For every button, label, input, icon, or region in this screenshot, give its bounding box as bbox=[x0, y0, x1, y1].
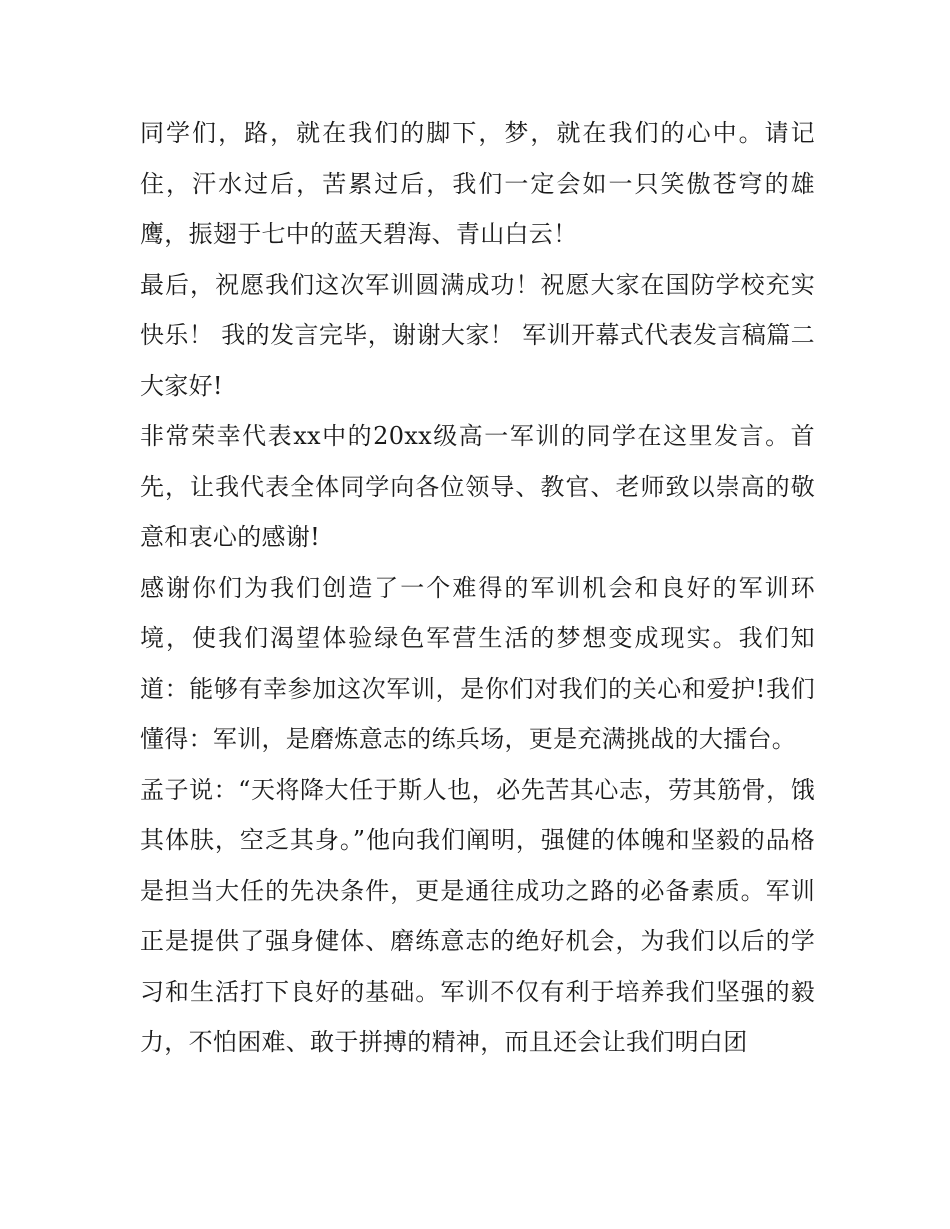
document-body bbox=[140, 108, 815, 1068]
paragraph-2: 最后，祝愿我们这次军训圆满成功！祝愿大家在国防学校充实快乐！ 我的发言完毕，谢谢大家！ 军训开幕式代表发言稿篇二 大家好! bbox=[140, 270, 815, 400]
paragraph-3: 非常荣幸代表xx中的20xx级高一军训的同学在这里发言。首先，让我代表全体同学向各位领导、教官、老师致以崇高的敬意和衷心的感谢! bbox=[140, 422, 815, 551]
paragraph-5: 孟子说：“天将降大任于斯人也，必先苦其心志，劳其筋骨，饿其体肤，空乏其身。”他向我们阐明，强健的体魄和坚毅的品格是担当大任的先决条件，更是通往成功之路的必备素质。军训正是提供了强身健体、磨练意志的绝好机会，为我们以后的学习和生活打下良好的基础。军训不仅有利于培养我们坚强的毅力，不怕困难、敢于拼搏的精神，而且还会让我们明白团 bbox=[140, 775, 815, 1056]
paragraph-1: 同学们，路，就在我们的脚下，梦，就在我们的心中。请记住，汗水过后，苦累过后，我们一定会如一只笑傲苍穹的雄鹰，振翅于七中的蓝天碧海、青山白云！ bbox=[140, 119, 815, 248]
paragraph-4: 感谢你们为我们创造了一个难得的军训机会和良好的军训环境，使我们渴望体验绿色军营生活的梦想变成现实。我们知道：能够有幸参加这次军训，是你们对我们的关心和爱护!我们懂得：军训，是磨炼意志的练兵场，更是充满挑战的大擂台。 bbox=[140, 573, 815, 753]
